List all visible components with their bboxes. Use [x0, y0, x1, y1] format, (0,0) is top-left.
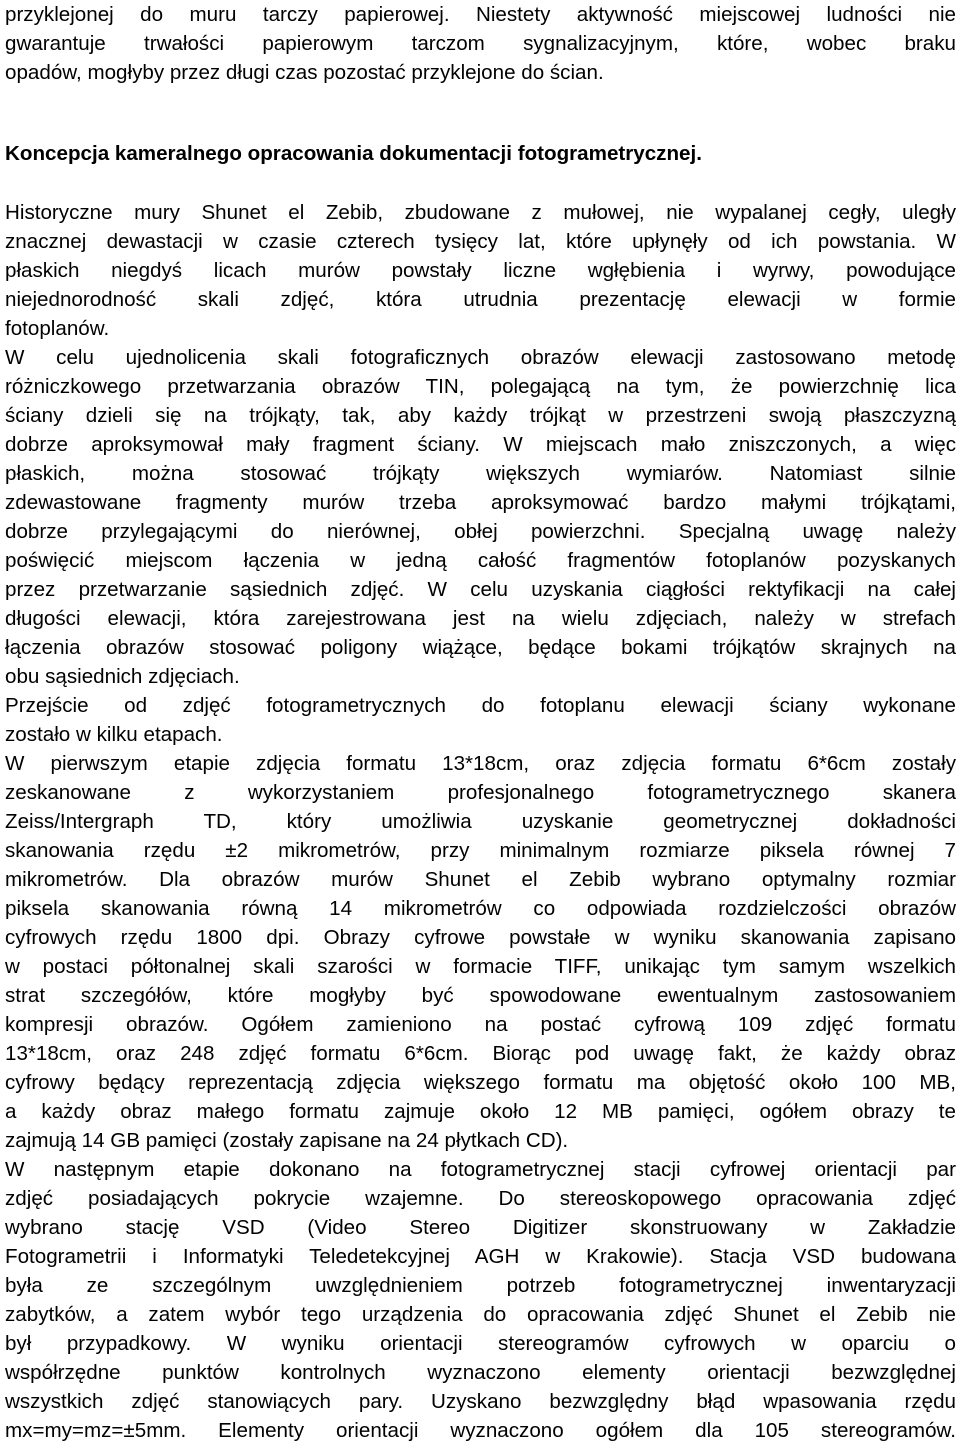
text-line: przez przetwarzanie sąsiednich zdjęć. W celu uzyskania ciągłości rektyfikacji na całej	[5, 578, 956, 601]
text-line: Zeiss/Intergraph TD, który umożliwia uzyskanie geometrycznej dokładności	[5, 810, 956, 833]
text-line: Fotogrametrii i Informatyki Teledetekcyjnej AGH w Krakowie). Stacja VSD budowana	[5, 1245, 956, 1268]
body-text	[5, 198, 956, 1445]
text-line: zeskanowane z wykorzystaniem profesjonalnego fotogrametrycznego skanera	[5, 781, 956, 804]
text-line: cyfrowy będący reprezentacją zdjęcia większego formatu ma objętość około 100 MB,	[5, 1071, 956, 1094]
text-line: gwarantuje trwałości papierowym tarczom sygnalizacyjnym, które, wobec braku	[5, 32, 956, 55]
text-line: współrzędne punktów kontrolnych wyznaczono elementy orientacji bezwzględnej	[5, 1361, 956, 1384]
text-line: ściany dzieli się na trójkąty, tak, aby każdy trójkąt w przestrzeni swoją płaszczyzną	[5, 404, 956, 427]
text-line: dobrze przylegającymi do nierównej, obłej powierzchni. Specjalną uwagę należy	[5, 520, 956, 543]
text-line: piksela skanowania równą 14 mikrometrów co odpowiada rozdzielczości obrazów	[5, 897, 956, 920]
text-line: W pierwszym etapie zdjęcia formatu 13*18cm, oraz zdjęcia formatu 6*6cm zostały	[5, 752, 956, 775]
intro-paragraph	[5, 0, 956, 87]
text-line: W następnym etapie dokonano na fotogrametrycznej stacji cyfrowej orientacji par	[5, 1158, 956, 1181]
text-line: zdewastowane fragmenty murów trzeba aproksymować bardzo małymi trójkątami,	[5, 491, 956, 514]
text-line: była ze szczególnym uwzględnieniem potrzeb fotogrametrycznej inwentaryzacji	[5, 1274, 956, 1297]
text-line: długości elewacji, która zarejestrowana jest na wielu zdjęciach, należy w strefach	[5, 607, 956, 630]
text-line: Przejście od zdjęć fotogrametrycznych do fotoplanu elewacji ściany wykonane	[5, 694, 956, 717]
text-line: płaskich niegdyś licach murów powstały liczne wgłębienia i wyrwy, powodujące	[5, 259, 956, 282]
text-line: strat szczegółów, które mogłyby być spowodowane ewentualnym zastosowaniem	[5, 984, 956, 1007]
text-line: wybrano stację VSD (Video Stereo Digitizer skonstruowany w Zakładzie	[5, 1216, 956, 1239]
text-line: 13*18cm, oraz 248 zdjęć formatu 6*6cm. Biorąc pod uwagę fakt, że każdy obraz	[5, 1042, 956, 1065]
text-line: był przypadkowy. W wyniku orientacji stereogramów cyfrowych w oparciu o	[5, 1332, 956, 1355]
text-line: zostało w kilku etapach.	[5, 723, 223, 746]
text-line: płaskich, można stosować trójkąty większych wymiarów. Natomiast silnie	[5, 462, 956, 485]
text-line: przyklejonej do muru tarczy papierowej. Niestety aktywność miejscowej ludności nie	[5, 3, 956, 26]
text-line: znacznej dewastacji w czasie czterech tysięcy lat, które upłynęły od ich powstania. W	[5, 230, 956, 253]
text-line: W celu ujednolicenia skali fotograficznych obrazów elewacji zastosowano metodę	[5, 346, 956, 369]
text-line: dobrze aproksymował mały fragment ściany. W miejscach mało zniszczonych, a więc	[5, 433, 956, 456]
section-heading-wrap	[5, 139, 956, 168]
text-line: mx=my=mz=±5mm. Elementy orientacji wyznaczono ogółem dla 105 stereogramów.	[5, 1419, 956, 1442]
text-line: kompresji obrazów. Ogółem zamieniono na postać cyfrową 109 zdjęć formatu	[5, 1013, 956, 1036]
text-line: cyfrowych rzędu 1800 dpi. Obrazy cyfrowe powstałe w wyniku skanowania zapisano	[5, 926, 956, 949]
text-line: zajmują 14 GB pamięci (zostały zapisane na 24 płytkach CD).	[5, 1129, 569, 1152]
text-line: w postaci półtonalnej skali szarości w formacie TIFF, unikając tym samym wszelkich	[5, 955, 956, 978]
text-line: obu sąsiednich zdjęciach.	[5, 665, 240, 688]
text-line: wszystkich zdjęć stanowiących pary. Uzyskano bezwzględny błąd wpasowania rzędu	[5, 1390, 956, 1413]
text-line: różniczkowego przetwarzania obrazów TIN, polegającą na tym, że powierzchnię lica	[5, 375, 956, 398]
text-line: poświęcić miejscom łączenia w jedną całość fragmentów fotoplanów pozyskanych	[5, 549, 956, 572]
text-line: niejednorodność skali zdjęć, która utrudnia prezentację elewacji w formie	[5, 288, 956, 311]
text-line: opadów, mogłyby przez długi czas pozostać przyklejone do ścian.	[5, 61, 604, 84]
document-page	[5, 0, 956, 1445]
text-line: zdjęć posiadających pokrycie wzajemne. Do stereoskopowego opracowania zdjęć	[5, 1187, 956, 1210]
section-heading: Koncepcja kameralnego opracowania dokumentacji fotogrametrycznej.	[5, 142, 702, 165]
text-line: łączenia obrazów stosować poligony wiążące, będące bokami trójkątów skrajnych na	[5, 636, 956, 659]
text-line: skanowania rzędu ±2 mikrometrów, przy minimalnym rozmiarze piksela równej 7	[5, 839, 956, 862]
text-line: mikrometrów. Dla obrazów murów Shunet el Zebib wybrano optymalny rozmiar	[5, 868, 956, 891]
text-line: a każdy obraz małego formatu zajmuje około 12 MB pamięci, ogółem obrazy te	[5, 1100, 956, 1123]
text-line: fotoplanów.	[5, 317, 110, 340]
text-line: Historyczne mury Shunet el Zebib, zbudowane z mułowej, nie wypalanej cegły, uległy	[5, 201, 956, 224]
text-line: zabytków, a zatem wybór tego urządzenia do opracowania zdjęć Shunet el Zebib nie	[5, 1303, 956, 1326]
